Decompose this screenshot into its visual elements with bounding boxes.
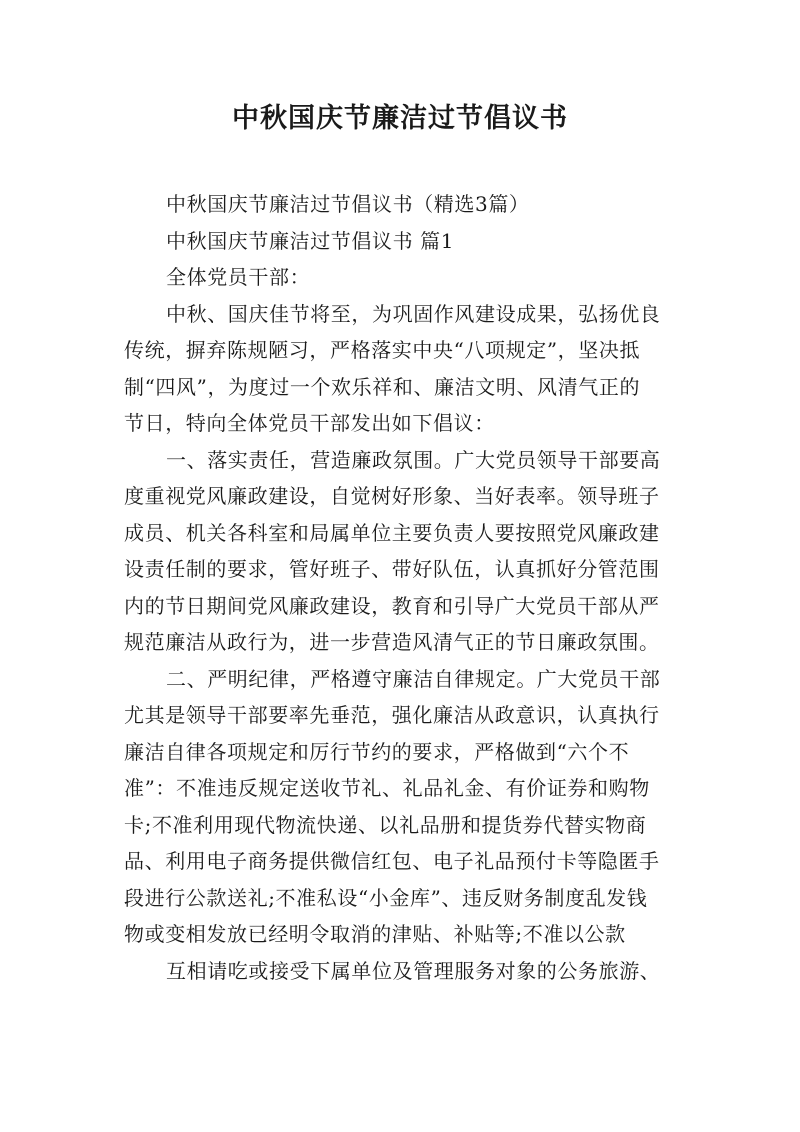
body-line: 二、严明纪律，严格遵守廉洁自律规定。广大党员干部 [166,666,661,691]
body-line: 全体党员干部： [166,265,311,289]
body-line: 中秋国庆节廉洁过节倡议书 篇1 [166,228,455,253]
document-title: 中秋国庆节廉洁过节倡议书 [232,103,568,134]
body-line: 段进行公款送礼;不准私设“小金库”、违反财务制度乱发钱 [124,885,648,910]
body-line: 设责任制的要求，管好班子、带好队伍，认真抓好分管范围 [124,557,660,581]
body-line: 规范廉洁从政行为，进一步营造风清气正的节日廉政氛围。 [124,630,660,654]
body-line: 节日，特向全体党员干部发出如下倡议： [124,411,495,435]
body-line: 廉洁自律各项规定和厉行节约的要求，严格做到“六个不 [124,739,630,764]
body-line: 中秋国庆节廉洁过节倡议书（精选3篇） [166,192,530,216]
body-line: 内的节日期间党风廉政建设，教育和引导广大党员干部从严 [124,593,660,618]
body-line: 一、落实责任，营造廉政氛围。广大党员领导干部要高 [166,447,661,472]
body-line: 制“四风”，为度过一个欢乐祥和、廉洁文明、风清气正的 [124,374,641,399]
body-line: 中秋、国庆佳节将至，为巩固作风建设成果，弘扬优良 [166,301,661,326]
document-body [124,186,692,989]
body-line: 品、利用电子商务提供微信红包、电子礼品预付卡等隐匿手 [124,849,660,873]
body-line: 互相请吃或接受下属单位及管理服务对象的公务旅游、 [166,958,661,983]
body-line: 传统，摒弃陈规陋习，严格落实中央“八项规定”，坚决抵 [124,338,641,362]
body-line: 成员、机关各科室和局属单位主要负责人要按照党风廉政建 [124,520,660,545]
body-line: 准”：不准违反规定送收节礼、礼品礼金、有价证券和购物 [124,776,650,800]
body-line: 尤其是领导干部要率先垂范，强化廉洁从政意识，认真执行 [124,703,660,727]
body-line: 卡;不准利用现代物流快递、以礼品册和提货券代替实物商 [124,812,647,837]
body-line: 物或变相发放已经明令取消的津贴、补贴等;不准以公款 [124,922,626,946]
body-line: 度重视党风廉政建设，自觉树好形象、当好表率。领导班子 [124,484,660,508]
